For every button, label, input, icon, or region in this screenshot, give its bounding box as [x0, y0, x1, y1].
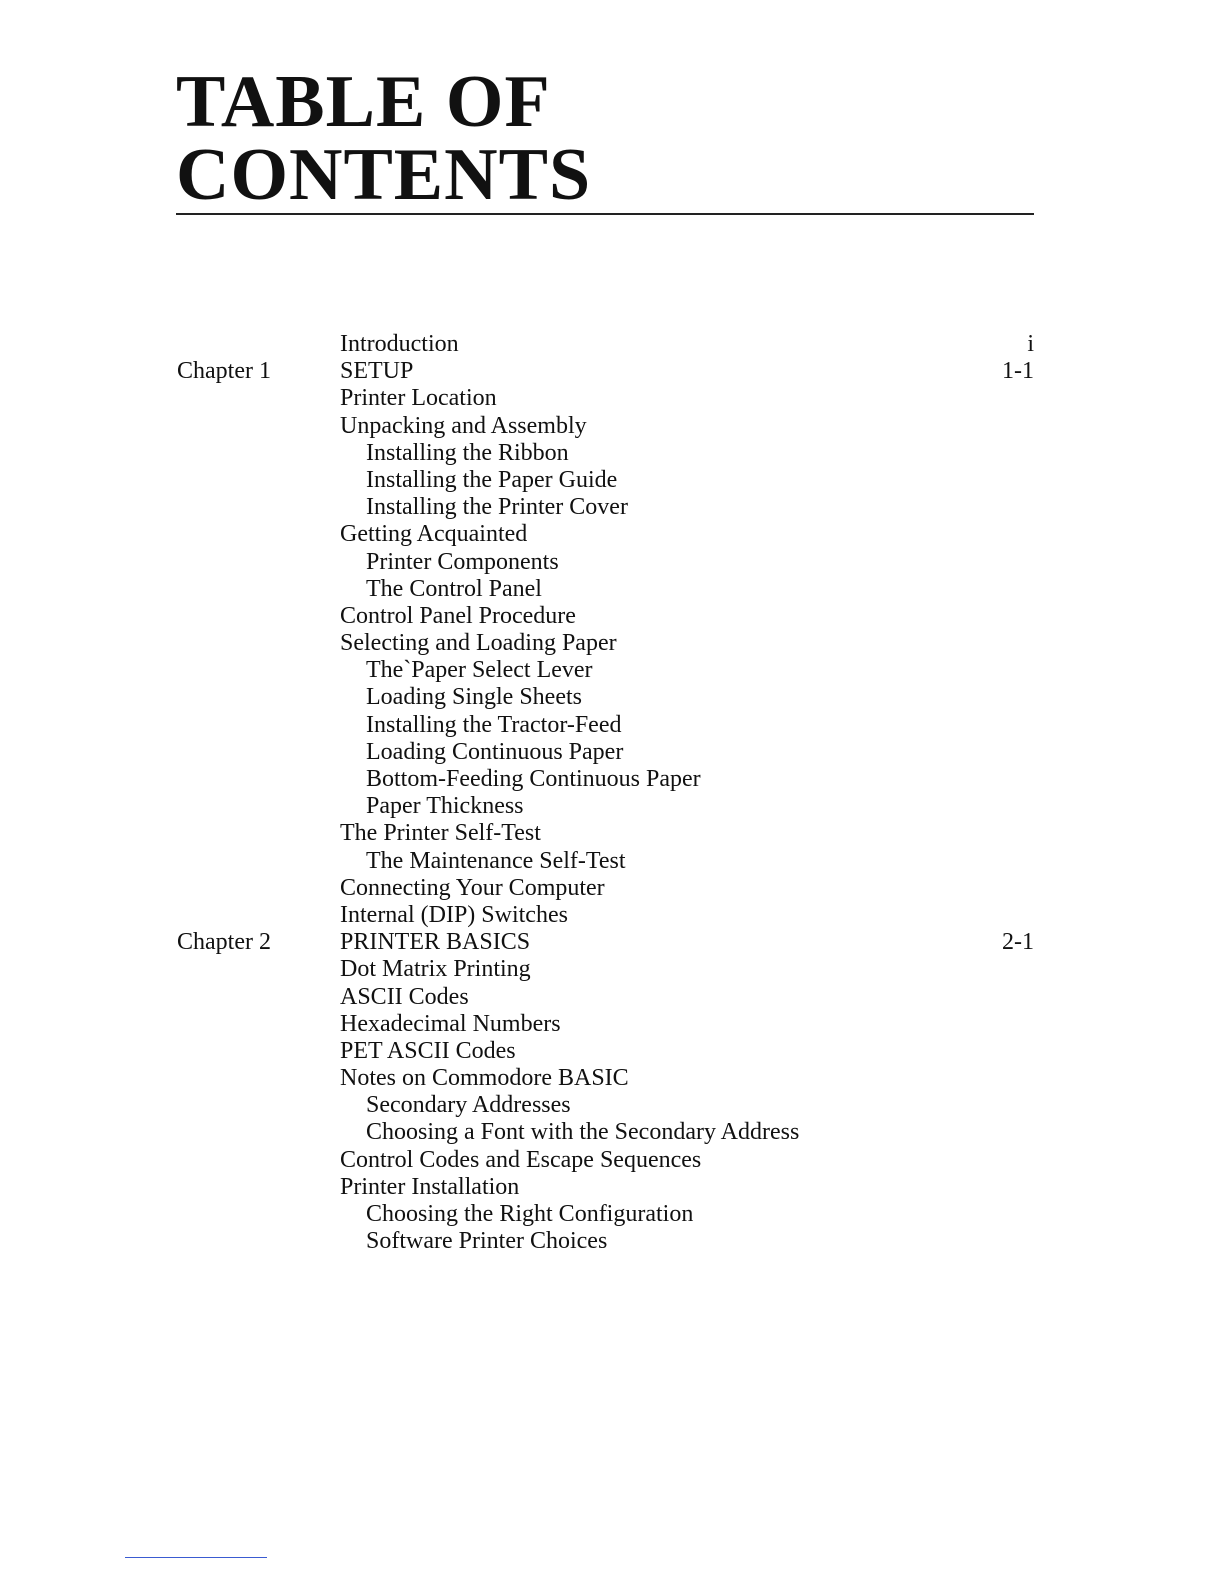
- toc-entry: [0, 902, 1224, 929]
- toc-entry: [0, 467, 1224, 494]
- toc-subsection-title: Loading Continuous Paper: [366, 738, 624, 765]
- toc-subsection-title: The Control Panel: [366, 575, 542, 602]
- toc-subsection-title: The Maintenance Self-Test: [366, 847, 626, 874]
- toc-subsection-title: Installing the Ribbon: [366, 439, 569, 466]
- toc-page-number: 2-1: [1002, 929, 1034, 956]
- toc-entry: [0, 1147, 1224, 1174]
- toc-entry: [0, 494, 1224, 521]
- toc-entry: [0, 413, 1224, 440]
- toc-section-title: Internal (DIP) Switches: [340, 901, 568, 928]
- toc-entry: [0, 956, 1224, 983]
- toc-page-number: i: [1027, 331, 1034, 357]
- toc-subsection-title: Installing the Tractor-Feed: [366, 711, 622, 738]
- toc-entry: [0, 1228, 1224, 1255]
- toc-section-title: Unpacking and Assembly: [340, 412, 587, 439]
- toc-section-title: SETUP: [340, 358, 414, 385]
- toc-subsection-title: Printer Components: [366, 548, 559, 575]
- toc-entry: [0, 576, 1224, 603]
- toc-section-title: Selecting and Loading Paper: [340, 630, 617, 657]
- page-title: [176, 61, 592, 216]
- toc-entry: [0, 657, 1224, 684]
- toc-section-title: Connecting Your Computer: [340, 874, 605, 901]
- toc-subsection-title: Paper Thickness: [366, 793, 524, 820]
- toc-entry: [0, 712, 1224, 739]
- toc-subsection-title: Bottom-Feeding Continuous Paper: [366, 766, 701, 792]
- toc-entry: [0, 630, 1224, 657]
- toc-entry: [0, 820, 1224, 847]
- toc-section-title: Printer Installation: [340, 1173, 520, 1200]
- toc-entry: [0, 848, 1224, 875]
- toc-entry: [0, 1065, 1224, 1092]
- table-of-contents-list: [0, 331, 1224, 1255]
- toc-section-title: Printer Location: [340, 385, 497, 412]
- toc-entry: [0, 1092, 1224, 1119]
- toc-entry: [0, 1201, 1224, 1228]
- toc-entry: [0, 385, 1224, 412]
- toc-entry: [0, 793, 1224, 820]
- toc-entry: [0, 1119, 1224, 1146]
- page-title-line-2: CONTENTS: [176, 134, 592, 216]
- toc-subsection-title: Choosing the Right Configuration: [366, 1201, 694, 1227]
- toc-page-number: 1-1: [1002, 358, 1034, 385]
- toc-subsection-title: The`Paper Select Lever: [366, 657, 593, 684]
- toc-section-title: The Printer Self-Test: [340, 820, 541, 847]
- toc-entry: [0, 1174, 1224, 1201]
- toc-entry: [0, 739, 1224, 766]
- toc-section-title: Notes on Commodore BASIC: [340, 1065, 629, 1092]
- toc-subsection-title: Software Printer Choices: [366, 1228, 608, 1255]
- toc-entry: [0, 549, 1224, 576]
- title-underline-rule: [176, 213, 1034, 215]
- toc-subsection-title: Loading Single Sheets: [366, 684, 582, 711]
- toc-entry: [0, 331, 1224, 358]
- footer-rule: [125, 1557, 267, 1558]
- toc-subsection-title: Choosing a Font with the Secondary Address: [366, 1119, 800, 1146]
- toc-section-title: PET ASCII Codes: [340, 1037, 516, 1064]
- toc-chapter-label: Chapter 2: [177, 929, 271, 956]
- toc-entry: [0, 521, 1224, 548]
- toc-section-title: Control Codes and Escape Sequences: [340, 1146, 702, 1173]
- toc-entry: [0, 875, 1224, 902]
- toc-section-title: Getting Acquainted: [340, 521, 528, 548]
- toc-section-title: Introduction: [340, 331, 459, 357]
- toc-subsection-title: Installing the Paper Guide: [366, 466, 618, 493]
- toc-entry: [0, 1011, 1224, 1038]
- toc-entry: [0, 1038, 1224, 1065]
- toc-subsection-title: Installing the Printer Cover: [366, 494, 628, 521]
- toc-entry: [0, 684, 1224, 711]
- toc-section-title: Dot Matrix Printing: [340, 956, 531, 983]
- toc-section-title: Hexadecimal Numbers: [340, 1010, 561, 1037]
- toc-entry: [0, 358, 1224, 385]
- toc-section-title: PRINTER BASICS: [340, 929, 531, 956]
- toc-entry: [0, 766, 1224, 793]
- page-title-line-1: TABLE OF: [176, 61, 551, 143]
- toc-chapter-label: Chapter 1: [177, 358, 271, 385]
- toc-entry: [0, 929, 1224, 956]
- toc-section-title: ASCII Codes: [340, 983, 469, 1010]
- toc-entry: [0, 603, 1224, 630]
- toc-entry: [0, 440, 1224, 467]
- toc-subsection-title: Secondary Addresses: [366, 1092, 571, 1119]
- toc-entry: [0, 984, 1224, 1011]
- toc-section-title: Control Panel Procedure: [340, 602, 576, 629]
